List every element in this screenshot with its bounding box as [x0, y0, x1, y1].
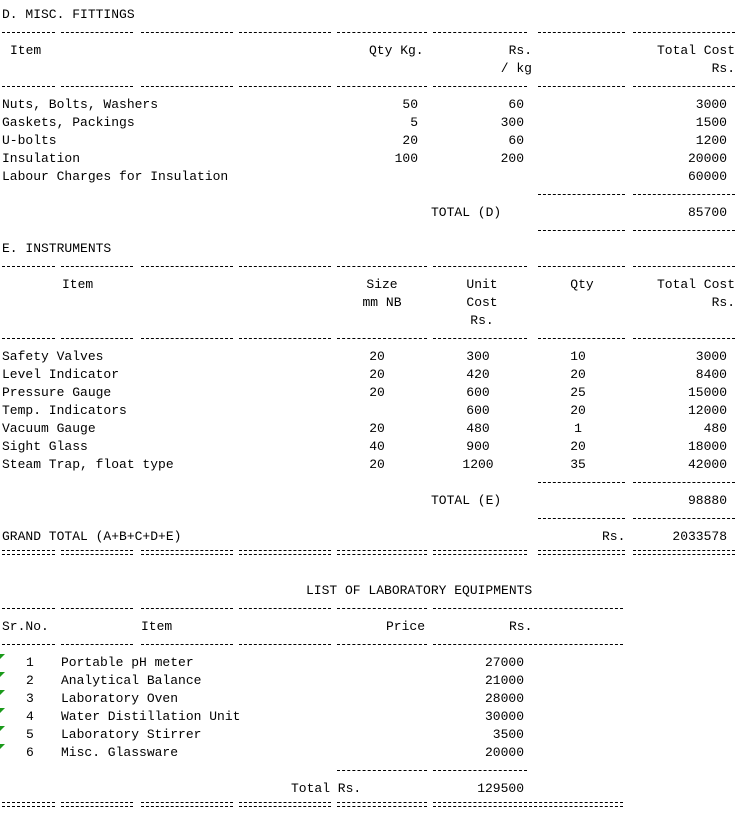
lab-sr: 5: [26, 727, 34, 742]
separator: [141, 86, 233, 87]
separator: [239, 644, 331, 645]
instruments-header-size: Size: [366, 277, 398, 292]
instruments-total-value: 98880: [687, 493, 727, 508]
misc-header-qty: Qty Kg.: [369, 43, 424, 58]
separator: [141, 338, 233, 339]
separator: [433, 770, 527, 771]
instrument-total: 15000: [687, 385, 727, 400]
lab-item: Analytical Balance: [61, 673, 202, 688]
misc-rate: 200: [500, 151, 524, 166]
instruments-header-qty: Qty: [570, 277, 594, 292]
separator: [239, 338, 331, 339]
double-separator: [239, 550, 331, 555]
instrument-size: 40: [369, 439, 385, 454]
misc-total-value: 85700: [687, 205, 727, 220]
misc-title: D. MISC. FITTINGS: [2, 7, 135, 22]
misc-header-total: Total Cost: [656, 43, 735, 58]
separator: [433, 266, 527, 267]
misc-total: 3000: [695, 97, 727, 112]
lab-price: 3500: [492, 727, 524, 742]
instrument-size: 20: [369, 421, 385, 436]
separator: [433, 608, 623, 609]
instrument-qty: 1: [574, 421, 582, 436]
separator: [538, 32, 625, 33]
misc-item: U-bolts: [2, 133, 57, 148]
error-marker-icon: [0, 708, 5, 713]
misc-item: Insulation: [2, 151, 81, 166]
lab-total-value: 129500: [477, 781, 524, 796]
instrument-item: Steam Trap, float type: [2, 457, 174, 472]
misc-qty: 5: [410, 115, 418, 130]
misc-qty: 20: [402, 133, 418, 148]
misc-rate: 60: [508, 133, 524, 148]
misc-qty: 100: [394, 151, 418, 166]
double-separator: [538, 550, 625, 555]
instruments-header-cost: Cost: [466, 295, 498, 310]
separator: [2, 338, 55, 339]
instrument-total: 18000: [687, 439, 727, 454]
misc-total: 1200: [695, 133, 727, 148]
instrument-qty: 35: [570, 457, 586, 472]
double-separator: [61, 802, 133, 807]
separator: [538, 86, 625, 87]
lab-sr: 1: [26, 655, 34, 670]
misc-total: 1500: [695, 115, 727, 130]
double-separator: [239, 802, 331, 807]
separator: [633, 266, 735, 267]
separator: [337, 644, 427, 645]
instrument-qty: 20: [570, 367, 586, 382]
lab-price: 21000: [484, 673, 524, 688]
instrument-unit-cost: 300: [466, 349, 490, 364]
lab-header-srno: Sr.No.: [2, 619, 49, 634]
separator: [141, 32, 233, 33]
lab-total-label: Total Rs.: [291, 781, 362, 796]
separator: [2, 32, 55, 33]
instruments-header-unit: Unit: [466, 277, 498, 292]
grand-total-value: 2033578: [672, 529, 727, 544]
separator: [337, 86, 427, 87]
separator: [633, 482, 735, 483]
lab-sr: 6: [26, 745, 34, 760]
separator: [337, 608, 427, 609]
instrument-unit-cost: 600: [466, 403, 490, 418]
separator: [61, 86, 133, 87]
instrument-qty: 25: [570, 385, 586, 400]
separator: [538, 194, 625, 195]
instrument-unit-cost: 600: [466, 385, 490, 400]
separator: [433, 338, 527, 339]
misc-total: 20000: [687, 151, 727, 166]
misc-header-total-unit: Rs.: [711, 61, 735, 76]
instrument-qty: 20: [570, 439, 586, 454]
separator: [337, 770, 427, 771]
separator: [2, 86, 55, 87]
separator: [337, 338, 427, 339]
separator: [141, 644, 233, 645]
instrument-unit-cost: 420: [466, 367, 490, 382]
lab-title: LIST OF LABORATORY EQUIPMENTS: [306, 583, 533, 598]
separator: [538, 518, 625, 519]
misc-rate: 300: [500, 115, 524, 130]
separator: [633, 32, 735, 33]
instrument-unit-cost: 900: [466, 439, 490, 454]
lab-price: 20000: [484, 745, 524, 760]
instrument-qty: 10: [570, 349, 586, 364]
separator: [633, 86, 735, 87]
error-marker-icon: [0, 672, 5, 677]
instrument-total: 12000: [687, 403, 727, 418]
instrument-total: 8400: [695, 367, 727, 382]
instruments-title: E. INSTRUMENTS: [2, 241, 112, 256]
lab-sr: 4: [26, 709, 34, 724]
separator: [538, 230, 625, 231]
separator: [239, 608, 331, 609]
separator: [2, 644, 55, 645]
lab-item: Misc. Glassware: [61, 745, 179, 760]
instrument-total: 42000: [687, 457, 727, 472]
separator: [337, 266, 427, 267]
instruments-header-size-unit: mm NB: [362, 295, 402, 310]
misc-total: 60000: [687, 169, 727, 184]
double-separator: [2, 550, 55, 555]
grand-total-currency: Rs.: [602, 529, 626, 544]
double-separator: [433, 550, 527, 555]
separator: [633, 230, 735, 231]
double-separator: [433, 802, 623, 807]
instrument-item: Level Indicator: [2, 367, 120, 382]
instrument-item: Sight Glass: [2, 439, 88, 454]
lab-price: 30000: [484, 709, 524, 724]
misc-header-item: Item: [10, 43, 42, 58]
error-marker-icon: [0, 726, 5, 731]
lab-item: Laboratory Stirrer: [61, 727, 202, 742]
misc-total-label: TOTAL (D): [431, 205, 502, 220]
instrument-total: 3000: [695, 349, 727, 364]
double-separator: [633, 550, 735, 555]
separator: [337, 32, 427, 33]
lab-sr: 2: [26, 673, 34, 688]
lab-price: 28000: [484, 691, 524, 706]
separator: [141, 608, 233, 609]
lab-item: Portable pH meter: [61, 655, 194, 670]
instruments-header-total-unit: Rs.: [711, 295, 735, 310]
instrument-qty: 20: [570, 403, 586, 418]
separator: [538, 482, 625, 483]
lab-item: Water Distillation Unit: [61, 709, 241, 724]
misc-rate: 60: [508, 97, 524, 112]
instrument-size: 20: [369, 349, 385, 364]
double-separator: [2, 802, 55, 807]
separator: [141, 266, 233, 267]
error-marker-icon: [0, 654, 5, 659]
lab-header-price: Price: [386, 619, 426, 634]
separator: [633, 518, 735, 519]
instrument-item: Pressure Gauge: [2, 385, 112, 400]
separator: [433, 644, 623, 645]
instrument-item: Safety Valves: [2, 349, 104, 364]
separator: [2, 608, 55, 609]
instrument-size: 20: [369, 457, 385, 472]
separator: [538, 266, 625, 267]
instruments-header-total: Total Cost: [656, 277, 735, 292]
double-separator: [337, 802, 427, 807]
double-separator: [337, 550, 427, 555]
separator: [633, 194, 735, 195]
lab-item: Laboratory Oven: [61, 691, 179, 706]
instrument-item: Temp. Indicators: [2, 403, 127, 418]
lab-sr: 3: [26, 691, 34, 706]
separator: [61, 608, 133, 609]
separator: [239, 86, 331, 87]
separator: [433, 86, 527, 87]
lab-header-item: Item: [141, 619, 173, 634]
separator: [2, 266, 55, 267]
double-separator: [61, 550, 133, 555]
separator: [239, 266, 331, 267]
lab-price: 27000: [484, 655, 524, 670]
instrument-total: 480: [703, 421, 727, 436]
misc-item: Gaskets, Packings: [2, 115, 135, 130]
separator: [61, 644, 133, 645]
instruments-total-label: TOTAL (E): [431, 493, 502, 508]
separator: [633, 338, 735, 339]
separator: [61, 266, 133, 267]
instruments-header-item: Item: [62, 277, 94, 292]
instrument-item: Vacuum Gauge: [2, 421, 96, 436]
double-separator: [141, 802, 233, 807]
instrument-unit-cost: 480: [466, 421, 490, 436]
instrument-size: 20: [369, 385, 385, 400]
instrument-unit-cost: 1200: [462, 457, 494, 472]
grand-total-label: GRAND TOTAL (A+B+C+D+E): [2, 529, 182, 544]
separator: [433, 32, 527, 33]
misc-item: Labour Charges for Insulation: [2, 169, 229, 184]
instruments-header-cost-unit: Rs.: [470, 313, 494, 328]
error-marker-icon: [0, 744, 5, 749]
separator: [61, 32, 133, 33]
instrument-size: 20: [369, 367, 385, 382]
misc-item: Nuts, Bolts, Washers: [2, 97, 159, 112]
separator: [239, 32, 331, 33]
error-marker-icon: [0, 690, 5, 695]
separator: [61, 338, 133, 339]
misc-header-rate: Rs.: [508, 43, 532, 58]
lab-header-rs: Rs.: [509, 619, 533, 634]
misc-qty: 50: [402, 97, 418, 112]
double-separator: [141, 550, 233, 555]
misc-header-rate-unit: / kg: [500, 61, 532, 76]
separator: [538, 338, 625, 339]
